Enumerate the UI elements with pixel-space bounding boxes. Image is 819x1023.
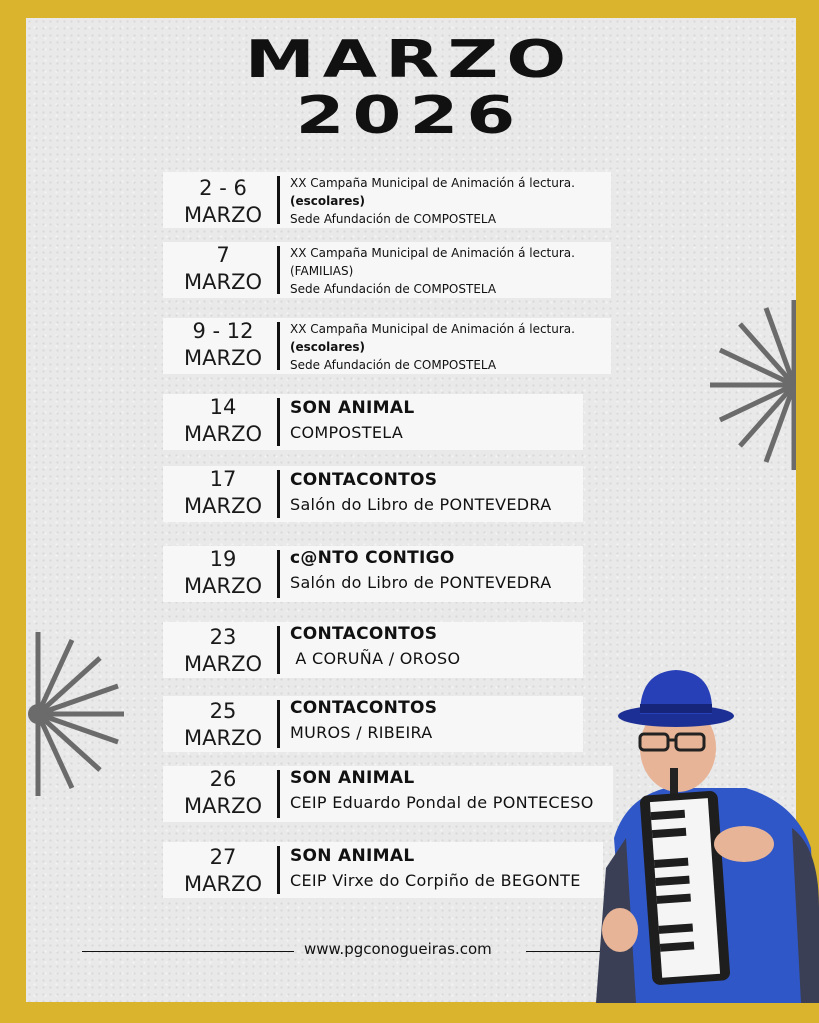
- title-year: 2026: [295, 86, 524, 146]
- event-day: 2 - 6: [199, 176, 247, 200]
- event-title: SON ANIMAL: [290, 768, 415, 788]
- event-line3: Sede Afundación de COMPOSTELA: [290, 212, 497, 226]
- event-month: MARZO: [184, 346, 262, 370]
- divider: [277, 176, 280, 224]
- divider: [277, 626, 280, 674]
- event-month: MARZO: [184, 270, 262, 294]
- event-month: MARZO: [184, 872, 262, 896]
- event-day: 27: [209, 845, 237, 869]
- event-title: SON ANIMAL: [290, 846, 415, 866]
- footer-line-left: [82, 951, 294, 952]
- event-day: 23: [209, 625, 237, 649]
- event-month: MARZO: [184, 574, 262, 598]
- event-row: [163, 466, 583, 522]
- event-line1: XX Campaña Municipal de Animación á lectura.: [290, 176, 575, 190]
- event-day: 17: [209, 467, 237, 491]
- event-venue: COMPOSTELA: [290, 423, 404, 442]
- event-line3: Sede Afundación de COMPOSTELA: [290, 358, 497, 372]
- divider: [277, 700, 280, 748]
- event-row: [163, 242, 611, 298]
- divider: [277, 470, 280, 518]
- divider: [277, 398, 280, 446]
- event-line2: (FAMILIAS): [290, 264, 354, 278]
- event-title: CONTACONTOS: [290, 698, 438, 718]
- event-row: [163, 696, 583, 752]
- event-venue: CEIP Virxe do Corpiño de BEGONTE: [290, 871, 581, 890]
- event-day: 19: [209, 547, 237, 571]
- performer-photo: [596, 668, 819, 1003]
- event-row: [163, 842, 603, 898]
- event-venue: CEIP Eduardo Pondal de PONTECESO: [290, 793, 594, 812]
- event-line3: Sede Afundación de COMPOSTELA: [290, 282, 497, 296]
- event-line2: (escolares): [290, 194, 366, 208]
- event-venue: A CORUÑA / OROSO: [290, 649, 461, 668]
- event-title: CONTACONTOS: [290, 624, 438, 644]
- event-month: MARZO: [184, 794, 262, 818]
- event-title: SON ANIMAL: [290, 398, 415, 418]
- divider: [277, 550, 280, 598]
- event-day: 9 - 12: [192, 319, 254, 343]
- divider: [277, 246, 280, 294]
- event-row: [163, 318, 611, 374]
- divider: [277, 322, 280, 370]
- event-month: MARZO: [184, 494, 262, 518]
- event-day: 26: [209, 767, 237, 791]
- event-day: 25: [209, 699, 237, 723]
- divider: [277, 846, 280, 894]
- event-row: [163, 546, 583, 602]
- sunburst-icon: [706, 300, 796, 470]
- event-venue: MUROS / RIBEIRA: [290, 723, 433, 742]
- event-line2: (escolares): [290, 340, 366, 354]
- website-link[interactable]: www.pgconogueiras.com: [304, 940, 492, 958]
- event-venue: Salón do Libro de PONTEVEDRA: [290, 495, 552, 514]
- title-month: MARZO: [244, 30, 575, 90]
- event-row: [163, 394, 583, 450]
- event-line1: XX Campaña Municipal de Animación á lectura.: [290, 246, 575, 260]
- event-title: c@NTO CONTIGO: [290, 548, 455, 568]
- event-title: CONTACONTOS: [290, 470, 438, 490]
- event-month: MARZO: [184, 203, 262, 227]
- event-row: [163, 622, 583, 678]
- event-day: 14: [209, 395, 237, 419]
- sunburst-icon: [28, 628, 128, 798]
- event-row: [163, 172, 611, 228]
- divider: [277, 770, 280, 818]
- event-venue: Salón do Libro de PONTEVEDRA: [290, 573, 552, 592]
- event-line1: XX Campaña Municipal de Animación á lectura.: [290, 322, 575, 336]
- event-month: MARZO: [184, 726, 262, 750]
- event-row: [163, 766, 613, 822]
- event-month: MARZO: [184, 652, 262, 676]
- event-month: MARZO: [184, 422, 262, 446]
- event-day: 7: [216, 243, 230, 267]
